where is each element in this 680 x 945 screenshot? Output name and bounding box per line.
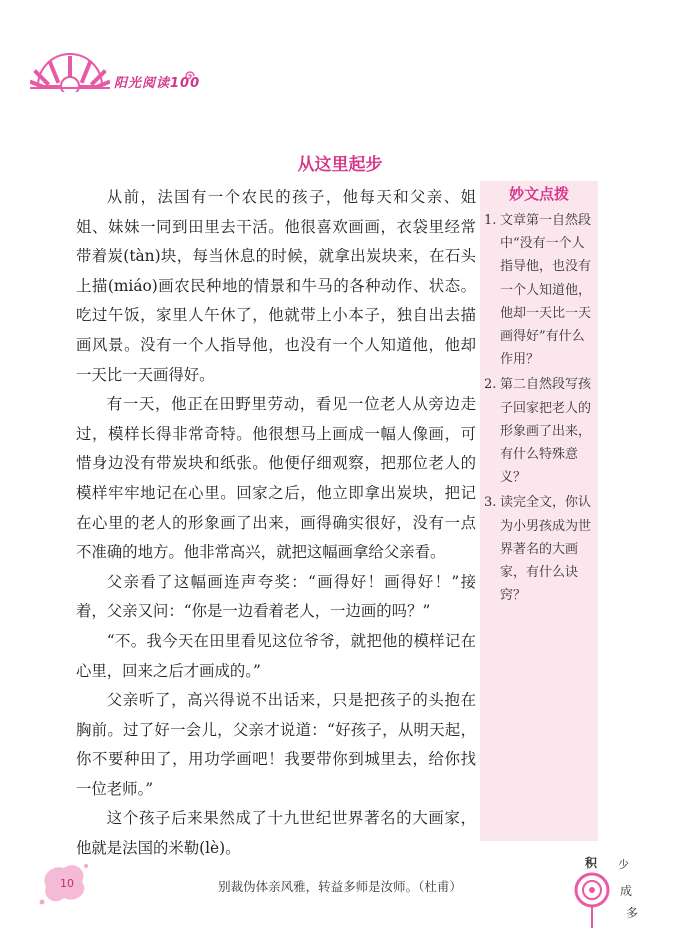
sidebar-title: 妙文点拨 <box>508 185 569 203</box>
question-list <box>480 209 598 607</box>
article-paragraph: 有一天，他正在田野里劳动，看见一位老人从旁边走过，模样长得非常奇特。他很想马上画成一幅人像画，可惜身边没有带炭块和纸张。他便仔细观察，把那位老人的模样牢牢地记在心里。回家之后，他立即拿出炭块，把记在心里的老人的形象画了出来，画得确实很好，没有一点不准确的地方。他非常高兴，就把这幅画拿给父亲看。 <box>76 395 476 562</box>
question-item <box>484 209 592 371</box>
footer-quote: 别裁伪体亲风雅，转益多师是汝师。（杜甫） <box>218 879 462 894</box>
question-number: 1. <box>484 213 497 228</box>
question-text: 文章第一自然段中“没有一个人指导他，也没有一个人知道他，他却一天比一天画得好”有什么作用？ <box>500 213 592 368</box>
header <box>30 52 270 92</box>
logo-char: 成 <box>620 884 633 898</box>
article-body <box>76 183 476 864</box>
article-paragraph: 这个孩子后来果然成了十九世纪世界著名的大画家，他就是法国的米勒(lè)。 <box>76 809 476 858</box>
question-number: 2. <box>484 377 497 393</box>
sun-logo-icon <box>30 52 110 92</box>
question-number: 3. <box>484 495 497 511</box>
logo-char: 积 <box>585 856 598 870</box>
question-text: 第二自然段写孩子回家把老人的形象画了出来，有什么特殊意义？ <box>500 377 592 486</box>
question-item <box>484 491 592 607</box>
article-paragraph: “不。我今天在田里看见这位爷爷，就把他的模样记在心里，回来之后才画成的。” <box>76 631 476 680</box>
article-title: 从这里起步 <box>297 155 383 175</box>
question-item <box>484 373 592 489</box>
brand-title: 阳光阅读100 <box>114 76 201 91</box>
article-paragraph: 父亲看了这幅画连声夸奖：“画得好！画得好！”接着，父亲又问：“你是一边看着老人，一边画的吗？” <box>76 572 476 621</box>
sidebar-tips <box>480 181 598 841</box>
article-paragraph: 父亲听了，高兴得说不出话来，只是把孩子的头抱在胸前。过了好一会儿，父亲才说道：“好孩子，从明天起，你不要种田了，用功学画吧！我要带你到城里去，给你找一位老师。” <box>76 691 476 798</box>
question-text: 读完全文，你认为小男孩成为世界著名的大画家，有什么诀窍？ <box>500 495 592 604</box>
swirl-icon <box>182 68 198 84</box>
page-number: 10 <box>60 877 74 890</box>
article-paragraph: 从前，法国有一个农民的孩子，他每天和父亲、姐姐、妹妹一同到田里去干活。他很喜欢画画，衣袋里经常带着炭(tàn)块，每当休息的时候，就拿出炭块来，在石头上描(miáo)画农民种地的情景和牛马的各种动作、状态。吃过午饭，家里人午休了，他就带上小本子，独自出去描画风景。没有一个人指导他，也没有一个人知道他，他却一天比一天画得好。 <box>76 188 476 384</box>
logo-char: 少 <box>618 858 629 871</box>
logo-char: 多 <box>626 906 639 920</box>
